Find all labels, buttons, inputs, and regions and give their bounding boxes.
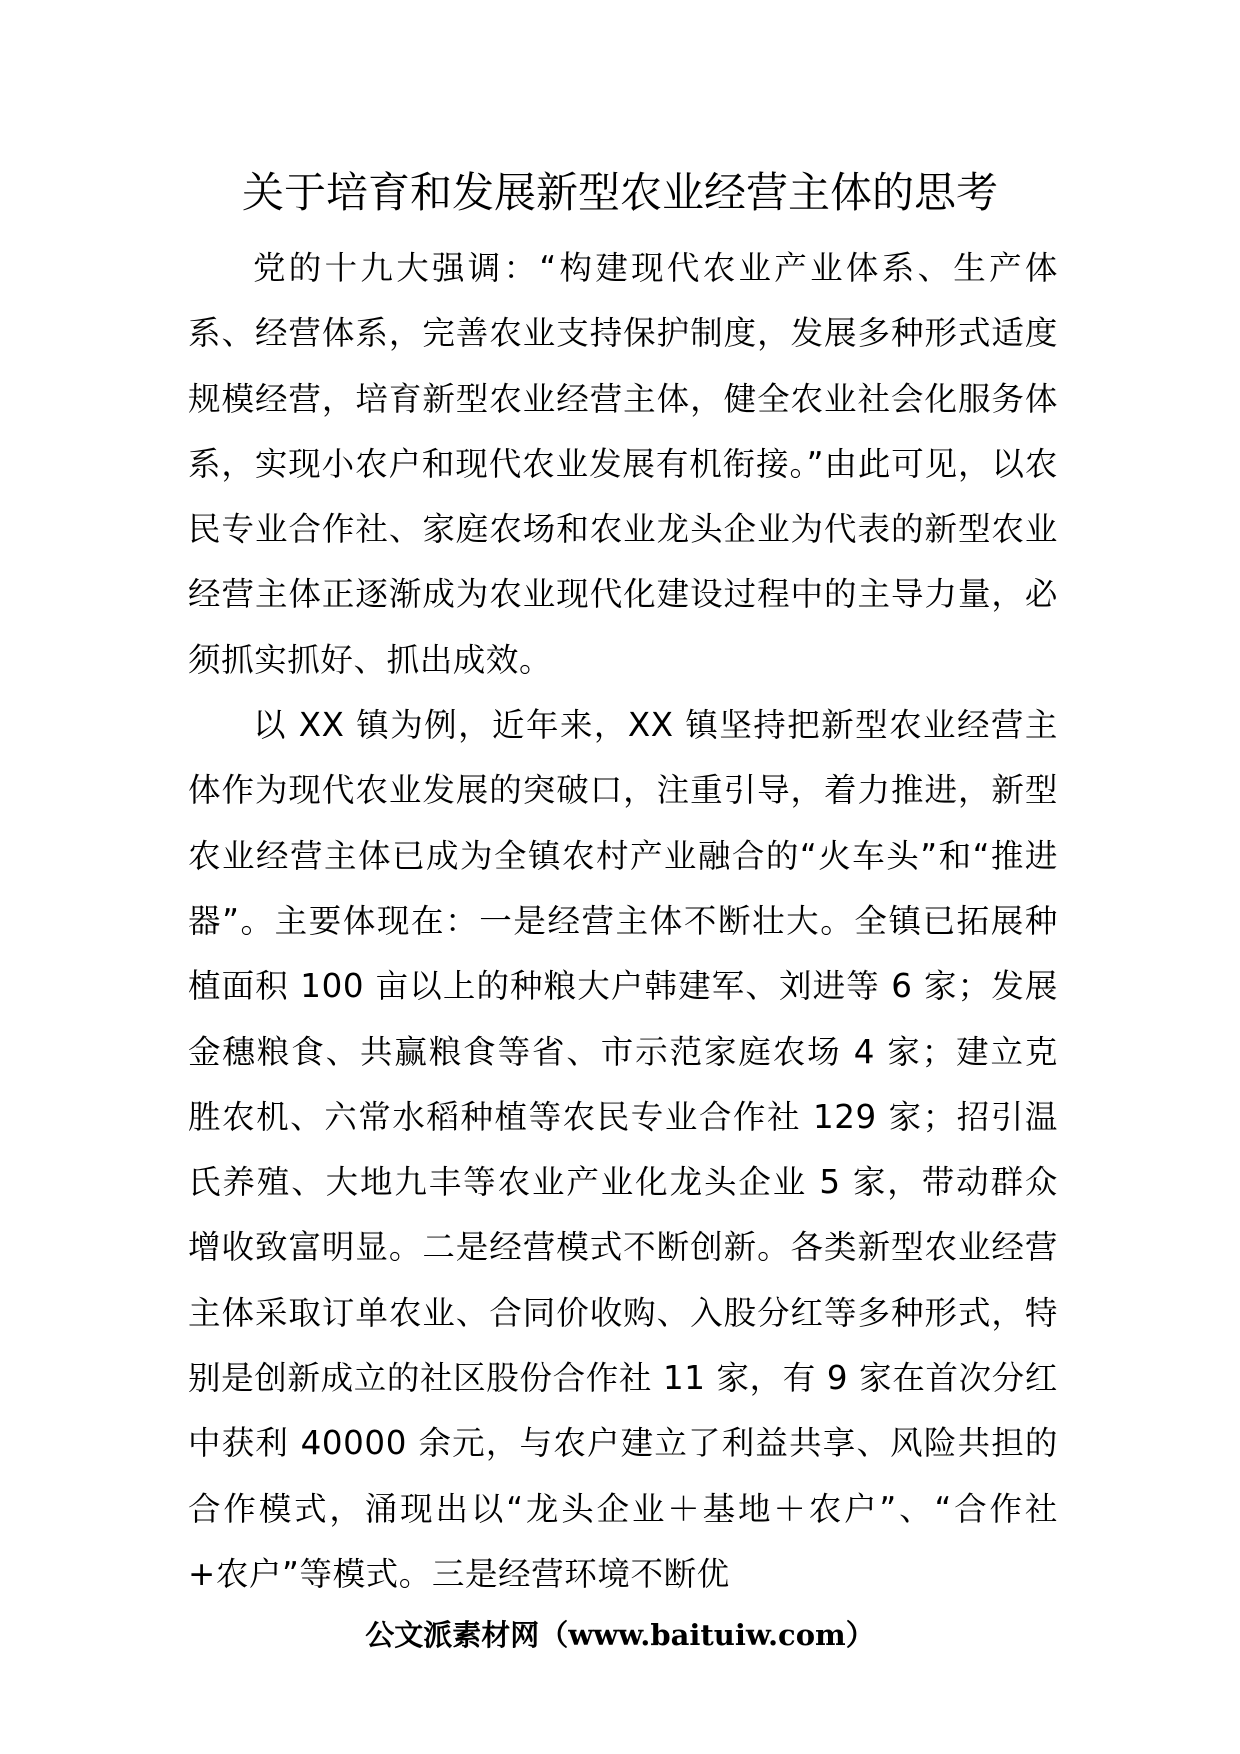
document-body bbox=[188, 236, 1058, 1607]
paragraph-1: 党的十九大强调：“构建现代农业产业体系、生产体系、经营体系，完善农业支持保护制度，发展多种形式适度规模经营，培育新型农业经营主体，健全农业社会化服务体系，实现小农户和现代农业发展有机衔接。”由此可见，以农民专业合作社、家庭农场和农业龙头企业为代表的新型农业经营主体正逐渐成为农业现代化建设过程中的主导力量，必须抓实抓好、抓出成效。 bbox=[188, 249, 1058, 679]
document-title: 关于培育和发展新型农业经营主体的思考 bbox=[241, 168, 998, 217]
paragraph-2: 以 XX 镇为例，近年来，XX 镇坚持把新型农业经营主体作为现代农业发展的突破口，注重引导，着力推进，新型农业经营主体已成为全镇农村产业融合的“火车头”和“推进器”。主要体现在：一是经营主体不断壮大。全镇已拓展种植面积 100 亩以上的种粮大户韩建军、刘进等 6 家；发展金穗粮食、共赢粮食等省、市示范家庭农场 4 家；建立克胜农机、六常水稻种植等农民专业合作社 129 家；招引温氏养殖、大地九丰等农业产业化龙头企业 5 家，带动群众增收致富明显。二是经营模式不断创新。各类新型农业经营主体采取订单农业、合同价收购、入股分红等多种形式，特别是创新成立的社区股份合作社 11 家，有 9 家在首次分红中获利 40000 余元，与农户建立了利益共享、风险共担的合作模式，涌现出以“龙头企业＋基地＋农户”、“合作社+农户”等模式。三是经营环境不断优 bbox=[188, 706, 1058, 1593]
footer-watermark: 公文派素材网（www.baituiw.com） bbox=[365, 1618, 875, 1652]
